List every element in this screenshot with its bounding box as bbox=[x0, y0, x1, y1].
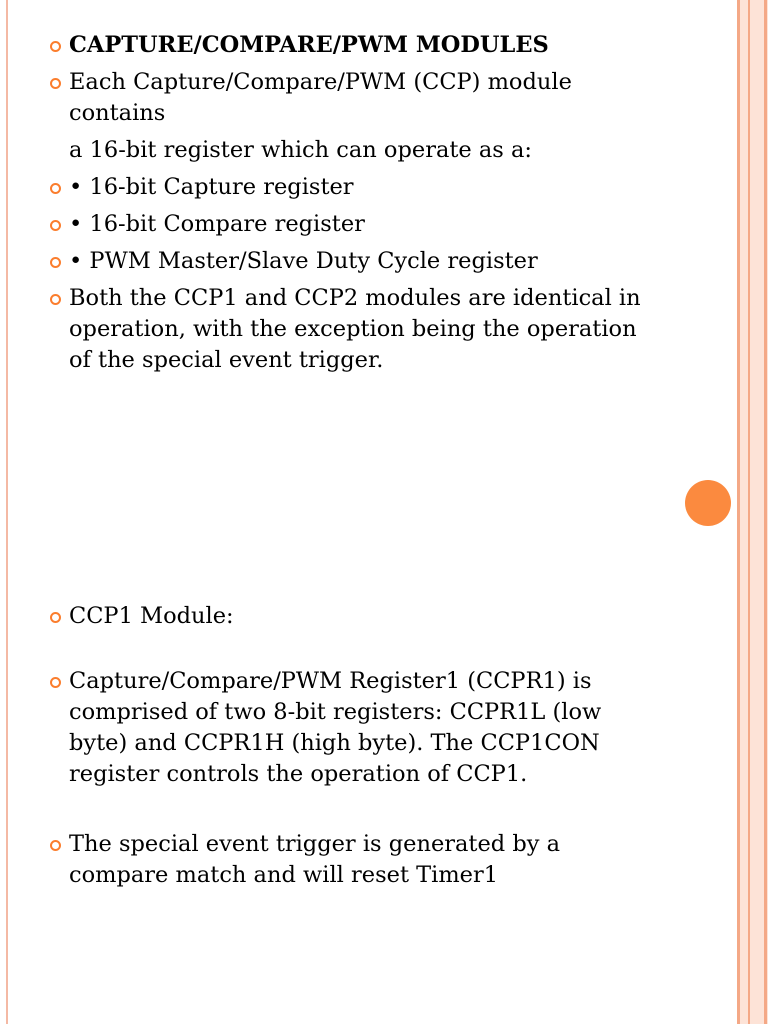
right-border-line-1 bbox=[737, 0, 740, 1024]
bullet-icon bbox=[50, 78, 61, 89]
slide-title bbox=[48, 30, 648, 61]
bullet-icon bbox=[50, 257, 61, 268]
bullet-continuation bbox=[48, 129, 648, 166]
bullet-icon bbox=[50, 183, 61, 194]
left-border-line bbox=[6, 0, 8, 1024]
bullet-icon bbox=[50, 612, 61, 623]
continuation-text: a 16-bit register which can operate as a: bbox=[69, 137, 532, 163]
bullet-text: CCP1 Module: bbox=[69, 603, 234, 629]
bullet-icon bbox=[50, 294, 61, 305]
bullet-text: CAPTURE/COMPARE/PWM MODULES bbox=[69, 32, 549, 58]
bullet-item bbox=[48, 209, 648, 240]
bullet-item bbox=[48, 172, 648, 203]
right-border-line-2 bbox=[748, 0, 750, 1024]
right-border-line-3 bbox=[764, 0, 767, 1024]
bullet-icon bbox=[50, 41, 61, 52]
bullet-item bbox=[48, 666, 648, 790]
bullet-item bbox=[48, 601, 648, 632]
bullet-text: Capture/Compare/PWM Register1 (CCPR1) is comprised of two 8-bit registers: CCPR1L (low byte) and CCPR1H (high byte). The CCP1CON register controls the operation of CCP1. bbox=[69, 668, 602, 787]
bullet-text: • PWM Master/Slave Duty Cycle register bbox=[69, 248, 538, 274]
bullet-item bbox=[48, 67, 648, 129]
bullet-item bbox=[48, 246, 648, 277]
slide-content bbox=[48, 30, 648, 891]
bullet-item bbox=[48, 283, 648, 376]
bullet-text: The special event trigger is generated by a compare match and will reset Timer1 bbox=[69, 831, 561, 888]
bullet-item bbox=[48, 829, 648, 891]
bullet-icon bbox=[50, 840, 61, 851]
bullet-text: • 16-bit Capture register bbox=[69, 174, 354, 200]
bullet-text: • 16-bit Compare register bbox=[69, 211, 365, 237]
bullet-text: Both the CCP1 and CCP2 modules are identical in operation, with the exception being the operation of the special event trigger. bbox=[69, 285, 641, 373]
orange-circle-icon bbox=[685, 480, 731, 526]
bullet-text: Each Capture/Compare/PWM (CCP) module contains bbox=[69, 69, 572, 126]
bullet-icon bbox=[50, 677, 61, 688]
bullet-icon bbox=[50, 220, 61, 231]
